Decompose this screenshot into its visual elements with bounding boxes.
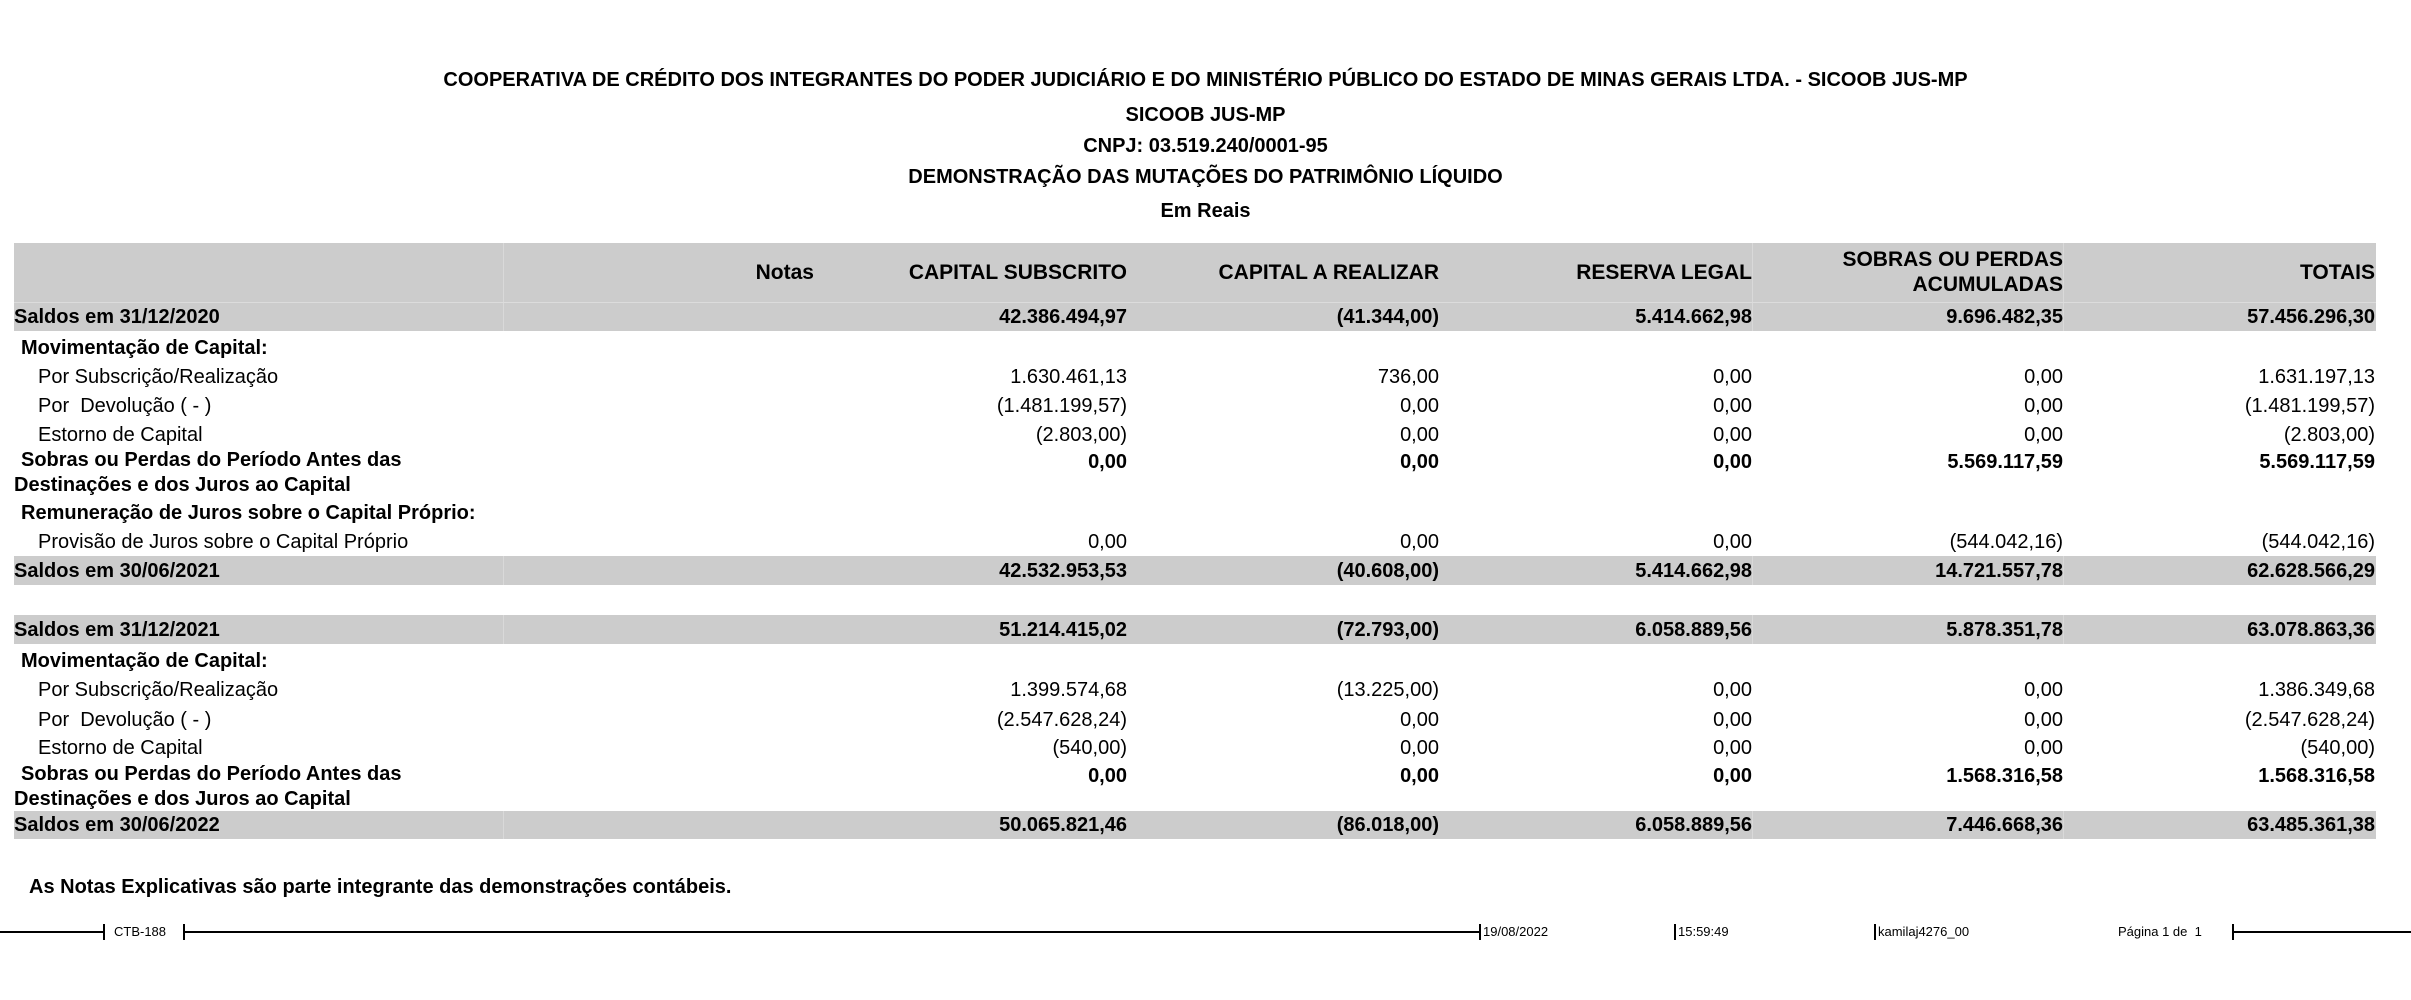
value-sobras: 0,00 (2024, 737, 2063, 759)
value-capital-subscrito: 42.532.953,53 (999, 560, 1127, 582)
value-capital-subscrito: 0,00 (1088, 451, 1127, 473)
col-header-capital-a-realizar: CAPITAL A REALIZAR (1218, 261, 1439, 284)
value-sobras: 5.569.117,59 (1947, 451, 2063, 473)
value-capital-subscrito: (2.547.628,24) (996, 709, 1127, 731)
value-sobras: 0,00 (2024, 679, 2063, 701)
col-header-totais: TOTAIS (2299, 261, 2375, 284)
value-capital-subscrito: 42.386.494,97 (999, 306, 1127, 328)
value-reserva-legal: 0,00 (1713, 765, 1752, 787)
currency-label: Em Reais (1160, 200, 1251, 222)
value-totais: 62.628.566,29 (2247, 560, 2375, 582)
value-sobras: 14.721.557,78 (1935, 560, 2063, 582)
value-sobras: 0,00 (2024, 395, 2063, 417)
section-label: Movimentação de Capital: (21, 337, 268, 359)
value-reserva-legal: 0,00 (1713, 531, 1752, 553)
value-capital-subscrito: 50.065.821,46 (999, 814, 1127, 836)
value-sobras: 5.878.351,78 (1946, 619, 2063, 641)
footer-page-number: Página 1 de 1 (2118, 924, 2202, 939)
table-row-section (14, 646, 2376, 676)
row-label: Saldos em 31/12/2021 (14, 619, 220, 641)
footer-separator (103, 924, 105, 940)
value-totais: (2.803,00) (2283, 424, 2375, 446)
col-header-capital-subscrito: CAPITAL SUBSCRITO (908, 261, 1127, 284)
value-totais: 63.485.361,38 (2247, 814, 2375, 836)
footer-separator (1479, 924, 1481, 940)
value-capital-subscrito: 1.399.574,68 (1010, 679, 1127, 701)
value-capital-a-realizar: 0,00 (1400, 395, 1439, 417)
value-reserva-legal: 5.414.662,98 (1635, 306, 1752, 328)
value-totais: 5.569.117,59 (2259, 451, 2375, 473)
table-row (14, 527, 2376, 557)
explanatory-notes-text: As Notas Explicativas são parte integrante das demonstrações contábeis. (29, 876, 732, 898)
table-row-section (14, 333, 2376, 363)
value-totais: 63.078.863,36 (2247, 619, 2375, 641)
value-capital-a-realizar: (40.608,00) (1336, 560, 1439, 582)
value-capital-a-realizar: 0,00 (1400, 451, 1439, 473)
value-capital-a-realizar: 0,00 (1400, 737, 1439, 759)
table-row-balance (14, 615, 2376, 645)
footer-separator (1874, 924, 1876, 940)
row-label: Saldos em 31/12/2020 (14, 306, 220, 328)
value-capital-a-realizar: 0,00 (1400, 424, 1439, 446)
value-reserva-legal: 0,00 (1713, 451, 1752, 473)
table-row (14, 675, 2376, 705)
value-totais: 1.386.349,68 (2258, 679, 2375, 701)
value-capital-a-realizar: 736,00 (1377, 366, 1439, 388)
value-capital-a-realizar: (41.344,00) (1336, 306, 1439, 328)
row-label-line2: Destinações e dos Juros ao Capital (14, 474, 351, 496)
cnpj: CNPJ: 03.519.240/0001-95 (1083, 135, 1328, 157)
value-capital-subscrito: (540,00) (1052, 737, 1127, 759)
row-label: Saldos em 30/06/2022 (14, 814, 220, 836)
footer-rule (184, 931, 1480, 933)
col-header-sobras-line1: SOBRAS OU PERDAS (1842, 248, 2063, 271)
value-capital-subscrito: (2.803,00) (1035, 424, 1127, 446)
value-reserva-legal: 5.414.662,98 (1635, 560, 1752, 582)
value-reserva-legal: 0,00 (1713, 424, 1752, 446)
value-capital-a-realizar: (13.225,00) (1336, 679, 1439, 701)
value-sobras: 7.446.668,36 (1946, 814, 2063, 836)
table-row-balance (14, 810, 2376, 840)
row-label: Sobras ou Perdas do Período Antes das (21, 763, 402, 785)
footer-separator (1674, 924, 1676, 940)
value-capital-subscrito: 51.214.415,02 (999, 619, 1127, 641)
value-reserva-legal: 6.058.889,56 (1635, 619, 1752, 641)
table-row-result (14, 447, 2376, 497)
table-row (14, 420, 2376, 450)
footer-date: 19/08/2022 (1483, 924, 1549, 939)
company-name: COOPERATIVA DE CRÉDITO DOS INTEGRANTES DO PODER JUDICIÁRIO E DO MINISTÉRIO PÚBLICO DO ESTADO DE MINAS GERAIS LTDA. - SICOOB JUS-MP (443, 69, 1968, 91)
value-sobras: (544.042,16) (1949, 531, 2063, 553)
report-code: CTB-188 (114, 924, 167, 939)
statement-title: DEMONSTRAÇÃO DAS MUTAÇÕES DO PATRIMÔNIO LÍQUIDO (908, 166, 1503, 188)
value-totais: 57.456.296,30 (2247, 306, 2375, 328)
col-header-reserva-legal: RESERVA LEGAL (1576, 261, 1752, 284)
value-capital-subscrito: 1.630.461,13 (1010, 366, 1127, 388)
table-row-balance (14, 556, 2376, 586)
value-totais: (2.547.628,24) (2244, 709, 2375, 731)
row-label: Estorno de Capital (38, 737, 203, 759)
table-row-balance (14, 302, 2376, 332)
value-reserva-legal: 0,00 (1713, 366, 1752, 388)
table-row (14, 391, 2376, 421)
row-label: Por Devolução ( - ) (38, 709, 212, 731)
row-label: Por Subscrição/Realização (38, 366, 279, 388)
value-reserva-legal: 0,00 (1713, 709, 1752, 731)
table-row-section (14, 498, 2376, 528)
footer-rule (2233, 931, 2411, 933)
value-sobras: 0,00 (2024, 366, 2063, 388)
row-label: Estorno de Capital (38, 424, 203, 446)
value-sobras: 1.568.316,58 (1946, 765, 2063, 787)
value-capital-a-realizar: 0,00 (1400, 531, 1439, 553)
section-label: Remuneração de Juros sobre o Capital Próprio: (21, 502, 476, 524)
footer-time: 15:59:49 (1678, 924, 1729, 939)
value-totais: (540,00) (2300, 737, 2375, 759)
value-totais: 1.631.197,13 (2258, 366, 2375, 388)
row-label: Sobras ou Perdas do Período Antes das (21, 449, 402, 471)
value-reserva-legal: 0,00 (1713, 737, 1752, 759)
value-reserva-legal: 6.058.889,56 (1635, 814, 1752, 836)
row-label: Provisão de Juros sobre o Capital Próprio (38, 531, 409, 553)
table-row (14, 705, 2376, 735)
value-reserva-legal: 0,00 (1713, 395, 1752, 417)
value-capital-subscrito: 0,00 (1088, 531, 1127, 553)
value-totais: (544.042,16) (2261, 531, 2375, 553)
table-row (14, 733, 2376, 763)
value-totais: 1.568.316,58 (2258, 765, 2375, 787)
col-header-sobras-line2: ACUMULADAS (1912, 273, 2063, 296)
table-row (14, 362, 2376, 392)
value-totais: (1.481.199,57) (2244, 395, 2375, 417)
value-reserva-legal: 0,00 (1713, 679, 1752, 701)
value-sobras: 9.696.482,35 (1946, 306, 2063, 328)
row-label: Por Subscrição/Realização (38, 679, 279, 701)
short-name: SICOOB JUS-MP (1125, 104, 1286, 126)
value-sobras: 0,00 (2024, 424, 2063, 446)
value-capital-subscrito: (1.481.199,57) (996, 395, 1127, 417)
col-header-notas: Notas (755, 261, 814, 284)
row-label: Saldos em 30/06/2021 (14, 560, 220, 582)
table-row-result (14, 761, 2376, 811)
value-capital-a-realizar: (86.018,00) (1336, 814, 1439, 836)
value-sobras: 0,00 (2024, 709, 2063, 731)
footer-rule (0, 931, 104, 933)
value-capital-subscrito: 0,00 (1088, 765, 1127, 787)
value-capital-a-realizar: (72.793,00) (1336, 619, 1439, 641)
row-label: Por Devolução ( - ) (38, 395, 212, 417)
row-label-line2: Destinações e dos Juros ao Capital (14, 788, 351, 810)
section-label: Movimentação de Capital: (21, 650, 268, 672)
value-capital-a-realizar: 0,00 (1400, 709, 1439, 731)
footer-user: kamilaj4276_00 (1878, 924, 1970, 939)
value-capital-a-realizar: 0,00 (1400, 765, 1439, 787)
